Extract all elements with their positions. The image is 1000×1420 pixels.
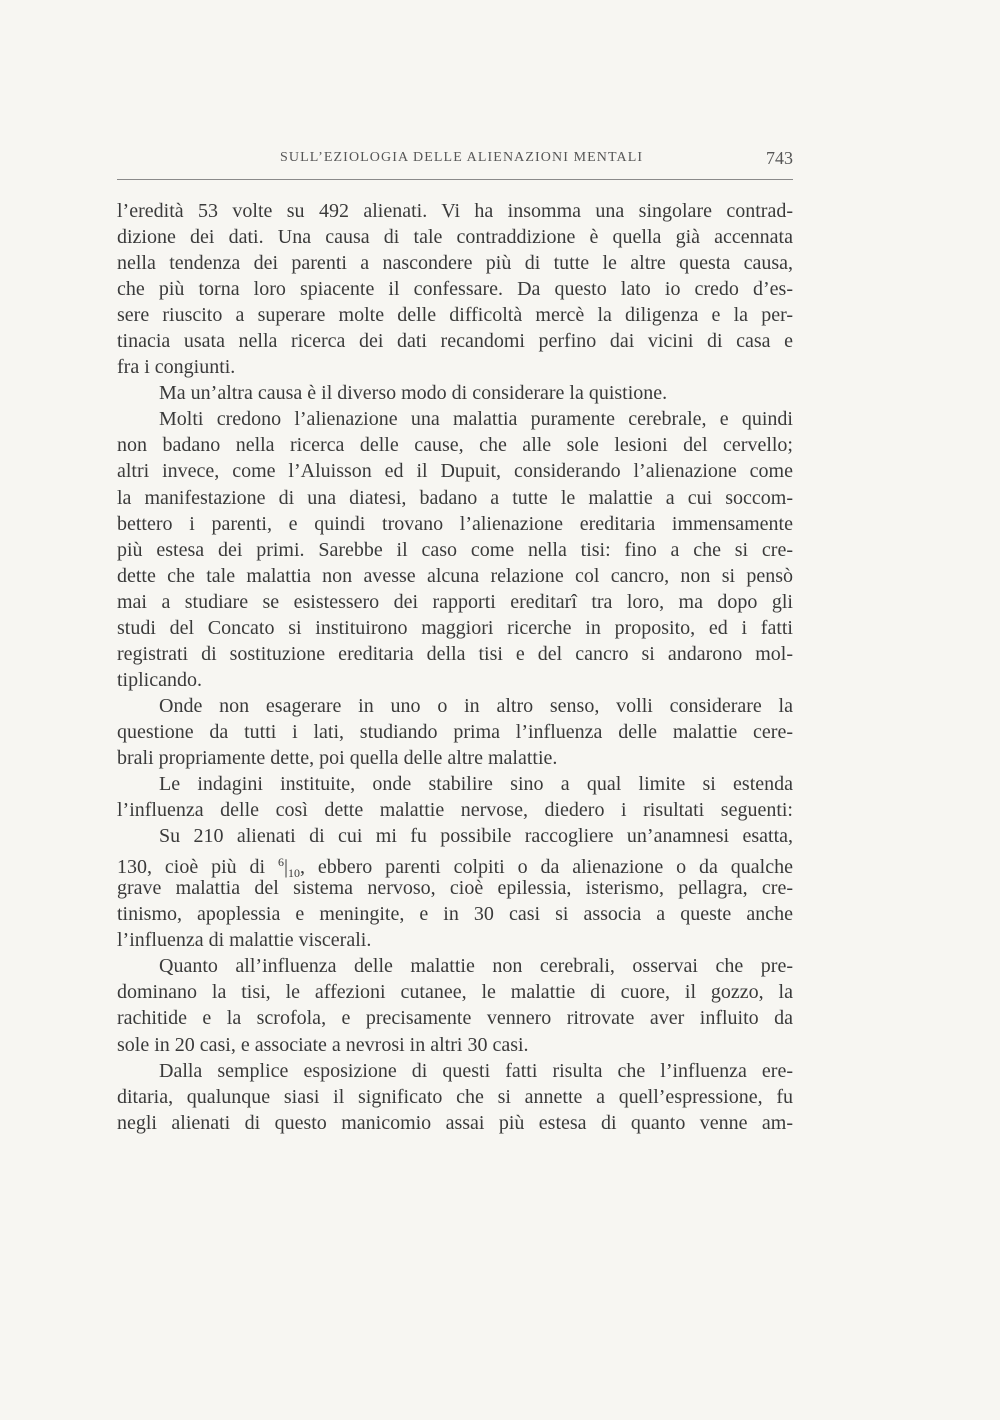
text-line: nella tendenza dei parenti a nascondere più di tutte le altre questa causa, xyxy=(117,252,793,275)
text-line: Molti credono l’alienazione una malattia puramente cerebrale, e quindi xyxy=(159,408,793,431)
fraction-line-end: , ebbero parenti colpiti o da alienazione o da qualche xyxy=(299,856,793,879)
running-title: SULL’EZIOLOGIA DELLE ALIENAZIONI MENTALI xyxy=(280,150,644,165)
text-line: Ma un’altra causa è il diverso modo di considerare la quistione. xyxy=(159,382,668,405)
text-line: mai a studiare se esistessero dei rapporti ereditarî tra loro, ma dopo gli xyxy=(117,590,793,613)
text-line: negli alienati di questo manicomio assai più estesa di quanto venne am- xyxy=(117,1111,793,1134)
text-line: Su 210 alienati di cui mi fu possibile raccogliere un’anamnesi esatta, xyxy=(159,825,793,848)
text-line: tiplicando. xyxy=(117,668,202,691)
text-line: questione da tutti i lati, studiando prima l’influenza delle malattie cere- xyxy=(117,720,793,743)
text-line: fra i congiunti. xyxy=(117,356,236,379)
text-line: ditaria, qualunque siasi il significato che si annette a quell’espressione, fu xyxy=(117,1085,793,1108)
text-line: più estesa dei primi. Sarebbe il caso come nella tisi: fino a che si cre- xyxy=(117,538,793,561)
fraction-numerator: 6 xyxy=(277,855,284,870)
text-line: Dalla semplice esposizione di questi fatti risulta che l’influenza ere- xyxy=(159,1059,793,1082)
text-line: sere riuscito a superare molte delle difficoltà mercè la diligenza e la per- xyxy=(117,304,793,327)
text-line: registrati di sostituzione ereditaria della tisi e del cancro si andarono mol- xyxy=(117,642,793,665)
text-line: Quanto all’influenza delle malattie non cerebrali, osservai che pre- xyxy=(159,955,793,978)
text-line: l’influenza delle così dette malattie nervose, diedero i risultati seguenti: xyxy=(117,799,793,822)
text-line: l’eredità 53 volte su 492 alienati. Vi ha insomma una singolare contrad- xyxy=(117,200,793,222)
text-line: dizione dei dati. Una causa di tale contraddizione è quella già accennata xyxy=(117,226,793,249)
text-line-with-fraction: 130, cioè più di $^6|_{10}$, ebbero parenti colpiti o da alienazione o da qualche xyxy=(117,855,793,881)
fraction-denominator: 10 xyxy=(287,866,300,881)
text-line: altri invece, come l’Aluisson ed il Dupuit, considerando l’alienazione come xyxy=(117,460,793,483)
fraction-line-start: 130, cioè più di xyxy=(117,856,278,879)
text-line: Onde non esagerare in uno o in altro senso, volli considerare la xyxy=(159,694,793,717)
header-rule xyxy=(117,179,793,180)
text-line: rachitide e la scrofola, e precisamente vennero ritrovate aver influito da xyxy=(117,1007,793,1030)
text-line: tinismo, apoplessia e meningite, e in 30 casi si associa a queste anche xyxy=(117,903,793,926)
text-line: brali propriamente dette, poi quella delle altre malattie. xyxy=(117,746,558,769)
page-number: 743 xyxy=(766,148,793,168)
text-line: studi del Concato si instituirono maggiori ricerche in proposito, ed i fatti xyxy=(117,616,793,639)
text-line: tinacia usata nella ricerca dei dati recandomi perfino dai vicini di casa e xyxy=(117,330,793,353)
running-head xyxy=(117,150,793,178)
text-line: dominano la tisi, le affezioni cutanee, le malattie di cuore, il gozzo, la xyxy=(117,981,793,1004)
text-line: l’influenza di malattie viscerali. xyxy=(117,929,372,952)
text-line: dette che tale malattia non avesse alcuna relazione col cancro, non si pensò xyxy=(117,564,793,587)
text-line: grave malattia del sistema nervoso, cioè epilessia, isterismo, pellagra, cre- xyxy=(117,877,793,900)
text-line: Le indagini instituite, onde stabilire sino a qual limite si estenda xyxy=(159,773,793,796)
text-line: sole in 20 casi, e associate a nevrosi in altri 30 casi. xyxy=(117,1033,529,1056)
text-line: bettero i parenti, e quindi trovano l’alienazione ereditaria immensamente xyxy=(117,512,793,535)
text-line: la manifestazione di una diatesi, badano a tutte le malattie a cui soccom- xyxy=(117,486,793,509)
text-line: non badano nella ricerca delle cause, che alle sole lesioni del cervello; xyxy=(117,434,793,457)
body-text xyxy=(117,198,793,1136)
text-line: che più torna loro spiacente il confessare. Da questo lato io credo d’es- xyxy=(117,278,793,301)
